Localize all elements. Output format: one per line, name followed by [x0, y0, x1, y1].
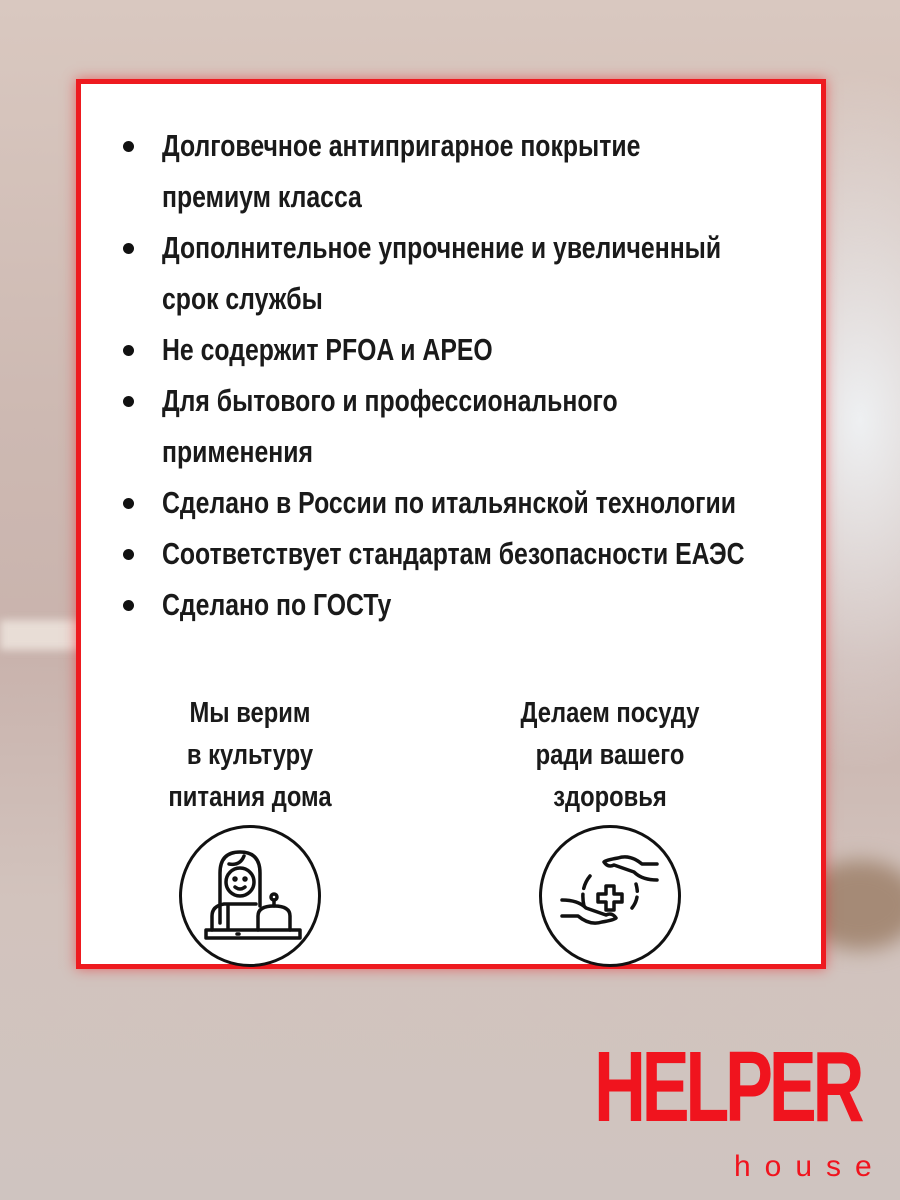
feature-text: Соответствует стандартам безопасности ЕАЭС	[162, 536, 745, 571]
bullet-icon	[123, 600, 134, 611]
bullet-icon	[123, 498, 134, 509]
caption-line: в культуру	[186, 739, 314, 771]
logo-sub-text: house	[734, 1150, 886, 1183]
feature-text: Сделано по ГОСТу	[162, 587, 392, 622]
value-caption-culture	[120, 692, 380, 818]
feature-text: Дополнительное упрочнение и увеличенный	[162, 230, 722, 265]
bullet-icon	[123, 396, 134, 407]
caption-line: Делаем посуду	[520, 697, 700, 729]
woman-cooking-icon	[179, 825, 321, 967]
feature-text: Долговечное антипригарное покрытие	[162, 128, 641, 163]
bullet-icon	[123, 141, 134, 152]
hands-health-cross-icon	[539, 825, 681, 967]
feature-text: Не содержит PFOA и APEO	[162, 332, 493, 367]
bullet-icon	[123, 243, 134, 254]
value-caption-health	[480, 692, 740, 818]
feature-text: Сделано в России по итальянской технологии	[162, 485, 736, 520]
caption-line: питания дома	[168, 781, 332, 813]
caption-line: Мы верим	[189, 697, 311, 729]
bullet-icon	[123, 549, 134, 560]
caption-line: здоровья	[553, 781, 667, 813]
logo-main-text: HELPER	[594, 1031, 861, 1143]
feature-text: Для бытового и профессионального	[162, 383, 618, 418]
feature-text: премиум класса	[162, 179, 362, 214]
feature-card	[76, 79, 826, 969]
feature-text: применения	[162, 434, 313, 469]
helper-house-logo	[594, 1030, 884, 1190]
bullet-icon	[123, 345, 134, 356]
feature-text: срок службы	[162, 281, 323, 316]
caption-line: ради вашего	[535, 739, 685, 771]
